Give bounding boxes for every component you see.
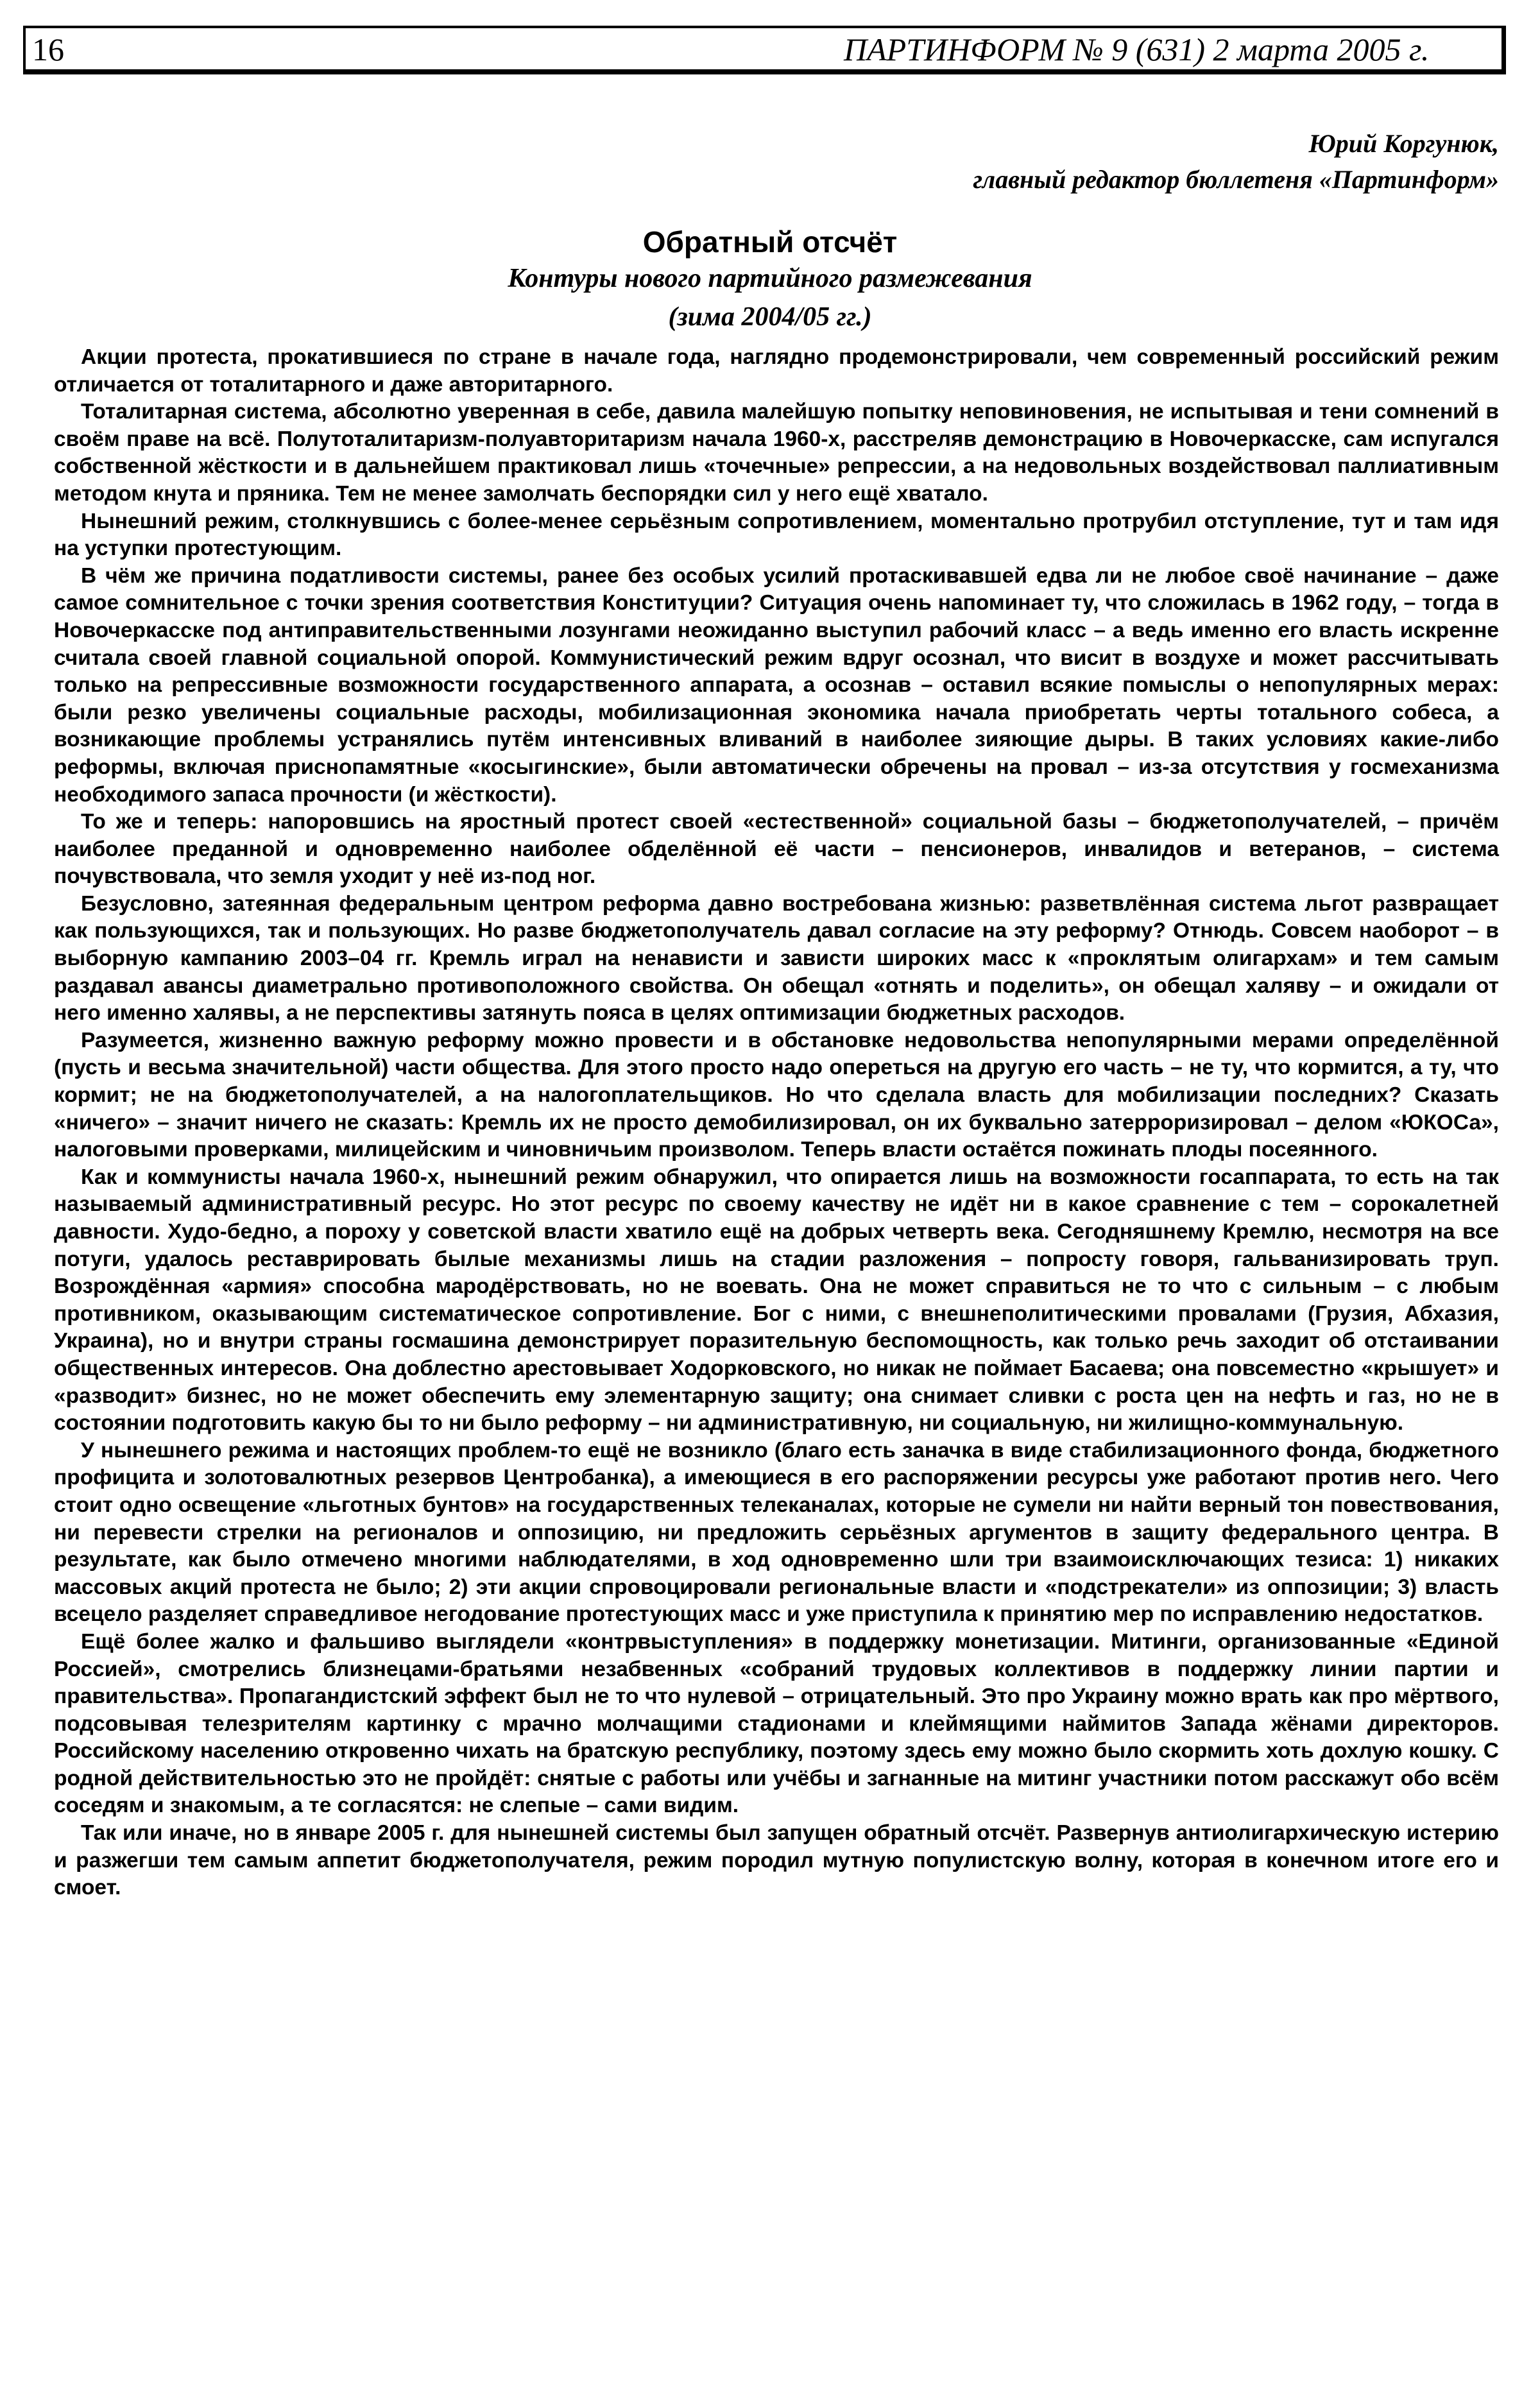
paragraph: Безусловно, затеянная федеральным центром реформа давно востребована жизнью: разветвлённая система льгот развращает как пользующихся, так и пользующих. Но разве бюджетополучатель давал согласие на эту реформу? Отнюдь. Совсем наоборот – в выборную кампанию 2003–04 гг. Кремль играл на ненависти и зависти широких масс к «проклятым олигархам» и тем самым раздавал авансы диаметрально противоположного свойства. Он обещал «отнять и поделить», он обещал халяву – и ожидали от него именно халявы, а не перспективы затянуть пояса в целях оптимизации бюджетных расходов. xyxy=(54,891,1499,1025)
author-block xyxy=(973,126,1499,198)
paragraph: Тоталитарная система, абсолютно уверенная в себе, давила малейшую попытку неповиновения, не испытывая и тени сомнений в своём праве на всё. Полутоталитаризм-полуавторитаризм начала 1960-х, расстреляв демонстрацию в Новочеркасске, сам испугался собственной жёсткости и в дальнейшем практиковал лишь «точечные» репрессии, а на недовольных воздействовал паллиативным методом кнута и пряника. Тем не менее замолчать беспорядки сил у него ещё хватало. xyxy=(54,400,1499,506)
paragraph: Ещё более жалко и фальшиво выглядели «контрвыступления» в поддержку монетизации. Митинги, организованные «Единой Россией», смотрелись близнецами-братьями незабвенных «собраний трудовых коллективов в поддержку линии партии и правительства». Пропагандистский эффект был не то что нулевой – отрицательный. Это про Украину можно врать как про мёртвого, подсовывая телезрителям картинку с мрачно молчащими стадионами и клеймящими наймитов Запада жёнами директоров. Российскому населению откровенно чихать на братскую республику, поэтому здесь ему можно было скормить хоть дохлую кошку. С родной действительностью это не пройдёт: снятые с работы или учёбы и загнанные на митинг участники потом расскажут обо всём соседям и знакомым, а те согласятся: не слепые – сами видим. xyxy=(54,1629,1499,1818)
paragraph: Так или иначе, но в январе 2005 г. для нынешней системы был запущен обратный отсчёт. Развернув антиолигархическую истерию и разжегши тем самым аппетит бюджетополучателя, режим породил мутную популистскую волну, которая в конечном итоге его и смоет. xyxy=(54,1821,1499,1900)
page-header xyxy=(23,26,1506,74)
page-number: 16 xyxy=(32,31,64,67)
author-name: Юрий Коргунюк, xyxy=(1308,129,1499,158)
paragraph: Как и коммунисты начала 1960-х, нынешний режим обнаружил, что опирается лишь на возможности госаппарата, то есть на так называемый административный ресурс. Но этот ресурс по своему качеству не идёт ни в какое сравнение с тем – сорокалетней давности. Худо-бедно, а пороху у советской власти хватило ещё на добрых четверть века. Сегодняшнему Кремлю, несмотря на все потуги, удалось реставрировать былые механизмы лишь на стадии разложения – попросту говоря, гальванизировать труп. Возрождённая «армия» способна мародёрствовать, но не воевать. Она не может справиться не то что с сильным – с любым противником, оказывающим систематическое сопротивление. Бог с ними, с внешнеполитическими провалами (Грузия, Абхазия, Украина), но и внутри страны госмашина демонстрирует поразительную беспомощность, как только речь заходит об отстаивании общественных интересов. Она доблестно арестовывает Ходорковского, но никак не поймает Басаева; она повсеместно «крышует» и «разводит» бизнес, но не может обеспечить ему элементарную защиту; она снимает сливки с роста цен на нефть и газ, но не в состоянии подготовить какую бы то ни было реформу – ни административную, ни социальную, ни жилищно-коммунальную. xyxy=(54,1165,1499,1435)
article-subtitle: Контуры нового партийного размежевания xyxy=(508,264,1032,293)
article-body xyxy=(54,344,1499,1902)
article-period: (зима 2004/05 гг.) xyxy=(668,302,872,332)
publication-title: ПАРТИНФОРМ № 9 (631) 2 марта 2005 г. xyxy=(844,31,1430,67)
paragraph: Разумеется, жизненно важную реформу можно провести и в обстановке недовольства непопулярными мерами определённой (пусть и весьма значительной) части общества. Для этого просто надо опереться на другую его часть – не ту, что кормится, а ту, что кормит; не на бюджетополучателей, а на налогоплательщиков. Но что сделала власть для мобилизации последних? Сказать «ничего» – значит ничего не сказать: Кремль их не просто демобилизировал, он их буквально затерроризировал – делом «ЮКОСа», налоговыми проверками, милицейским и чиновничьим произволом. Теперь власти остаётся пожинать плоды посеянного. xyxy=(54,1028,1499,1162)
article-title: Обратный отсчёт xyxy=(642,225,898,259)
paragraph: У нынешнего режима и настоящих проблем-то ещё не возникло (благо есть заначка в виде стабилизационного фонда, бюджетного профицита и золотовалютных резервов Центробанка), а имеющиеся в его распоряжении ресурсы уже работают против него. Чего стоит одно освещение «льготных бунтов» на государственных телеканалах, которые не сумели ни найти верный тон повествования, ни перевести стрелки на регионалов и оппозицию, ни предложить серьёзных аргументов в защиту федерального центра. В результате, как было отмечено многими наблюдателями, в ход одновременно шли три взаимоисключающих тезиса: 1) никаких массовых акций протеста не было; 2) эти акции спровоцировали региональные власти и «подстрекатели» из оппозиции; 3) власть всецело разделяет справедливое негодование протестующих масс и уже приступила к принятию мер по исправлению недостатков. xyxy=(54,1438,1499,1627)
paragraph: В чём же причина податливости системы, ранее без особых усилий протаскивавшей едва ли не любое своё начинание – даже самое сомнительное с точки зрения соответствия Конституции? Ситуация очень напоминает ту, что сложилась в 1962 году, – тогда в Новочеркасске под антиправительственными лозунгами неожиданно выступил рабочий класс – а ведь именно его власть искренне считала своей главной социальной опорой. Коммунистический режим вдруг осознал, что висит в воздухе и может рассчитывать только на репрессивные возможности государственного аппарата, а осознав – оставил всякие помыслы о непопулярных мерах: были резко увеличены социальные расходы, мобилизационная экономика начала приобретать черты тотального собеса, а возникающие проблемы устранялись путём интенсивных вливаний в наиболее зияющие дыры. В таких условиях какие-либо реформы, включая приснопамятные «косыгинские», были автоматически обречены на провал – из-за отсутствия у госмеханизма необходимого запаса прочности (и жёсткости). xyxy=(54,563,1499,807)
author-position: главный редактор бюллетеня «Партинформ» xyxy=(973,165,1499,194)
paragraph: Нынешний режим, столкнувшись с более-менее серьёзным сопротивлением, моментально протрубил отступление, тут и там идя на уступки протестующим. xyxy=(54,509,1499,561)
paragraph: То же и теперь: напоровшись на яростный протест своей «естественной» социальной базы – бюджетополучателей, – причём наиболее преданной и одновременно наиболее обделённой её части – пенсионеров, инвалидов и ветеранов, – система почувствовала, что земля уходит у неё из-под ног. xyxy=(54,810,1499,889)
paragraph: Акции протеста, прокатившиеся по стране в начале года, наглядно продемонстрировали, чем современный российский режим отличается от тоталитарного и даже авторитарного. xyxy=(54,345,1499,397)
